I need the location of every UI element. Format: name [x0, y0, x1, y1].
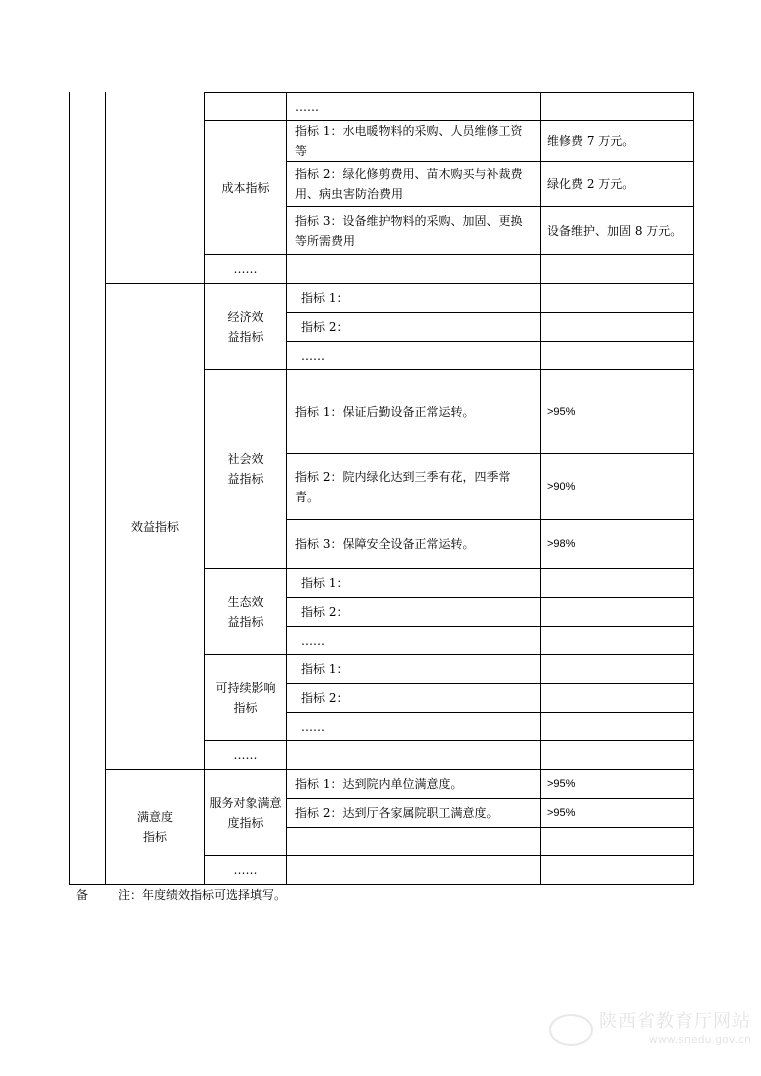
indicator-cell: 指标 1：: [301, 291, 349, 305]
indicator-cell: 指标 1：保证后勤设备正常运转。: [295, 404, 475, 419]
indicator-cell: 指标 1：达到院内单位满意度。: [295, 777, 463, 791]
indicator-cell: 指标 3：保障安全设备正常运转。: [295, 537, 475, 551]
indicator-cell: 指标 3：设备维护物料的采购、加固、更换等所需费用: [295, 213, 523, 248]
value-cell: >95%: [547, 778, 576, 790]
watermark-url: www.snedu.gov.cn: [648, 1033, 751, 1046]
note-label-suffix: 注：: [118, 888, 143, 902]
indicator-cell: 指标 2：: [301, 605, 349, 619]
value-cell: 绿化费 2 万元。: [547, 177, 635, 191]
indicator-cell: 指标 2：: [301, 320, 349, 334]
secondary-indicator-ecological: 生态效益指标: [227, 594, 264, 629]
indicator-cell: 指标 1：水电暖物料的采购、人员维修工资等: [295, 124, 523, 158]
indicator-cell: 指标 2：绿化修剪费用、苗木购买与补裁费用、病虫害防治费用: [295, 167, 523, 201]
ellipsis-cell: ……: [301, 633, 325, 648]
indicator-cell: 指标 2：: [301, 691, 349, 705]
watermark: [549, 1007, 751, 1046]
ellipsis-cell: ……: [233, 262, 258, 276]
secondary-indicator-social: 社会效益指标: [227, 452, 264, 486]
watermark-logo-icon: [549, 1014, 593, 1046]
value-cell: >90%: [547, 480, 576, 493]
primary-indicator-benefit: 效益指标: [130, 519, 179, 534]
note-label: 备: [76, 888, 89, 902]
secondary-indicator-service-satisfaction: 服务对象满意度指标: [209, 795, 282, 830]
primary-indicator-satisfaction: 满意度指标: [136, 810, 173, 844]
secondary-indicator-sustainable: 可持续影响指标: [215, 680, 276, 715]
value-cell: 维修费 7 万元。: [547, 134, 635, 148]
note-text: 年度绩效指标可选择填写。: [142, 888, 287, 902]
secondary-indicator-cost: 成本指标: [221, 180, 270, 195]
ellipsis-cell: ……: [301, 719, 325, 734]
ellipsis-cell: ……: [233, 748, 258, 762]
secondary-indicator-economic: 经济效益指标: [227, 309, 264, 344]
ellipsis-cell: ……: [233, 863, 258, 877]
value-cell: >98%: [547, 538, 576, 550]
value-cell: >95%: [547, 807, 576, 819]
indicator-cell: 指标 1：: [301, 662, 349, 676]
ellipsis-cell: ……: [301, 348, 325, 363]
indicator-cell: ……: [295, 99, 319, 114]
value-cell: >95%: [547, 405, 576, 418]
indicator-cell: 指标 2：达到厅各家属院职工满意度。: [295, 806, 499, 820]
value-cell: 设备维护、加固 8 万元。: [547, 223, 683, 238]
indicator-cell: 指标 1：: [301, 576, 349, 590]
watermark-title: 陕西省教育厅网站: [599, 1011, 751, 1032]
indicator-cell: 指标 2：院内绿化达到三季有花，四季常青。: [295, 469, 511, 504]
